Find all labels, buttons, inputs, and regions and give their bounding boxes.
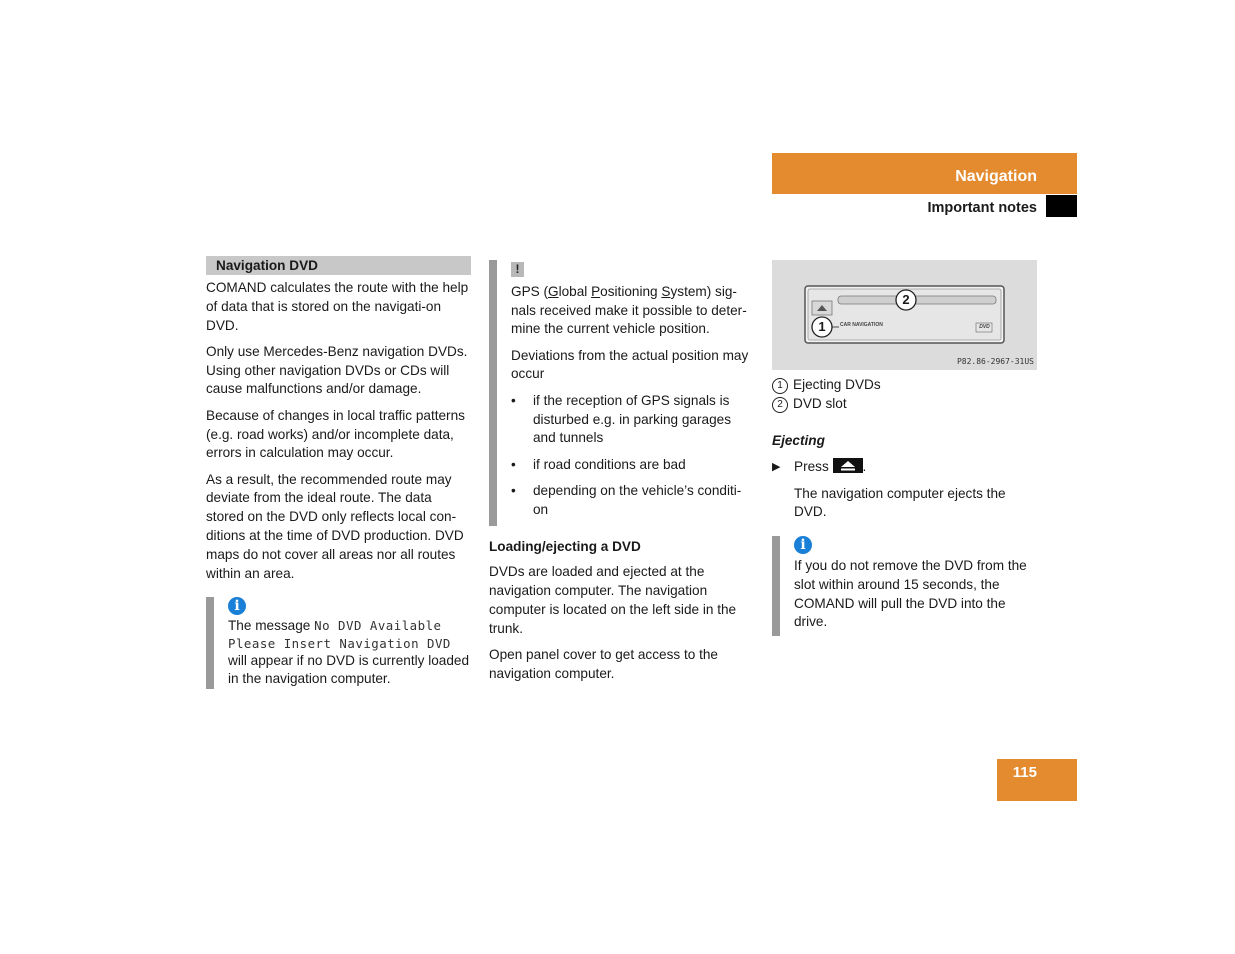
warning-icon: ! <box>511 262 524 277</box>
info-note <box>772 536 1037 636</box>
page-number: 115 <box>1012 764 1037 781</box>
section-title-navigation-dvd: Navigation DVD <box>206 256 471 275</box>
dvd-drive-illustration <box>772 260 1037 370</box>
subheading-ejecting: Ejecting <box>772 432 825 448</box>
legend-item: 1 Ejecting DVDs <box>772 376 1037 395</box>
paragraph: As a result, the recommended route may deviate from the ideal route. The data stored on the DVD only reflects local con-ditions at the time of DVD production. DVD maps do not cover all areas nor all routes within an area. <box>206 471 464 581</box>
eject-button-icon <box>833 458 863 473</box>
info-text: If you do not remove the DVD from the slot within around 15 seconds, the COMAND will pull the DVD into the drive. <box>794 558 1027 630</box>
paragraph: COMAND calculates the route with the help of data that is stored on the navigati-on DVD. <box>206 280 469 333</box>
list-item: • if the reception of GPS signals is disturbed e.g. in parking garages and tunnels <box>511 392 731 446</box>
column-1 <box>206 256 471 689</box>
callout-2: 2 <box>902 292 910 307</box>
dvd-logo: DVD <box>979 324 990 330</box>
instruction-step: ▶ Press . <box>772 458 1037 477</box>
paragraph: Open panel cover to get access to the navigation computer. <box>489 647 718 681</box>
note-bar <box>489 260 497 526</box>
paragraph: DVDs are loaded and ejected at the navigation computer. The navigation computer is located on the left side in the trunk. <box>489 564 737 636</box>
subheading-loading-ejecting: Loading/ejecting a DVD <box>489 538 641 554</box>
callout-1: 1 <box>818 319 826 334</box>
info-icon: i <box>228 597 246 615</box>
chapter-title: Navigation <box>955 168 1037 185</box>
display-message-line-2: Please Insert Navigation DVD <box>228 635 451 651</box>
column-3 <box>772 260 1037 636</box>
warning-note <box>489 260 754 526</box>
legend-item: 2 DVD slot <box>772 395 1037 414</box>
step-marker: ▶ <box>772 461 781 474</box>
deviation-paragraph: Deviations from the actual position may occur <box>511 347 749 382</box>
section-subtitle: Important notes <box>927 200 1037 216</box>
navigation-computer-figure <box>772 260 1037 370</box>
list-item: • depending on the vehicle’s conditi-on <box>511 482 742 517</box>
figure-code: P82.86-2967-31US <box>956 357 1034 366</box>
paragraph: Only use Mercedes-Benz navigation DVDs. Using other navigation DVDs or CDs will cause malfunctions and/or damage. <box>206 343 468 397</box>
gps-paragraph: GPS (Global Positioning System) sig-nals received make it possible to deter-mine the current vehicle position. <box>511 283 747 337</box>
step-result: The navigation computer ejects the DVD. <box>794 485 1006 520</box>
header-marker-block <box>1046 195 1077 217</box>
note-bar <box>772 536 780 636</box>
info-icon: i <box>794 536 812 554</box>
unit-label: CAR NAVIGATION <box>840 322 883 328</box>
info-suffix: will appear if no DVD is currently loaded in the navigation computer. <box>228 653 470 686</box>
column-2 <box>489 260 754 691</box>
paragraph: Because of changes in local traffic patterns (e.g. road works) and/or incomplete data, errors in calculation may occur. <box>206 407 465 461</box>
list-item: • if road conditions are bad <box>511 456 686 472</box>
note-bar <box>206 597 214 689</box>
display-message-line-1: No DVD Available <box>314 618 442 634</box>
info-prefix: The message <box>228 618 311 634</box>
info-note <box>206 597 471 689</box>
